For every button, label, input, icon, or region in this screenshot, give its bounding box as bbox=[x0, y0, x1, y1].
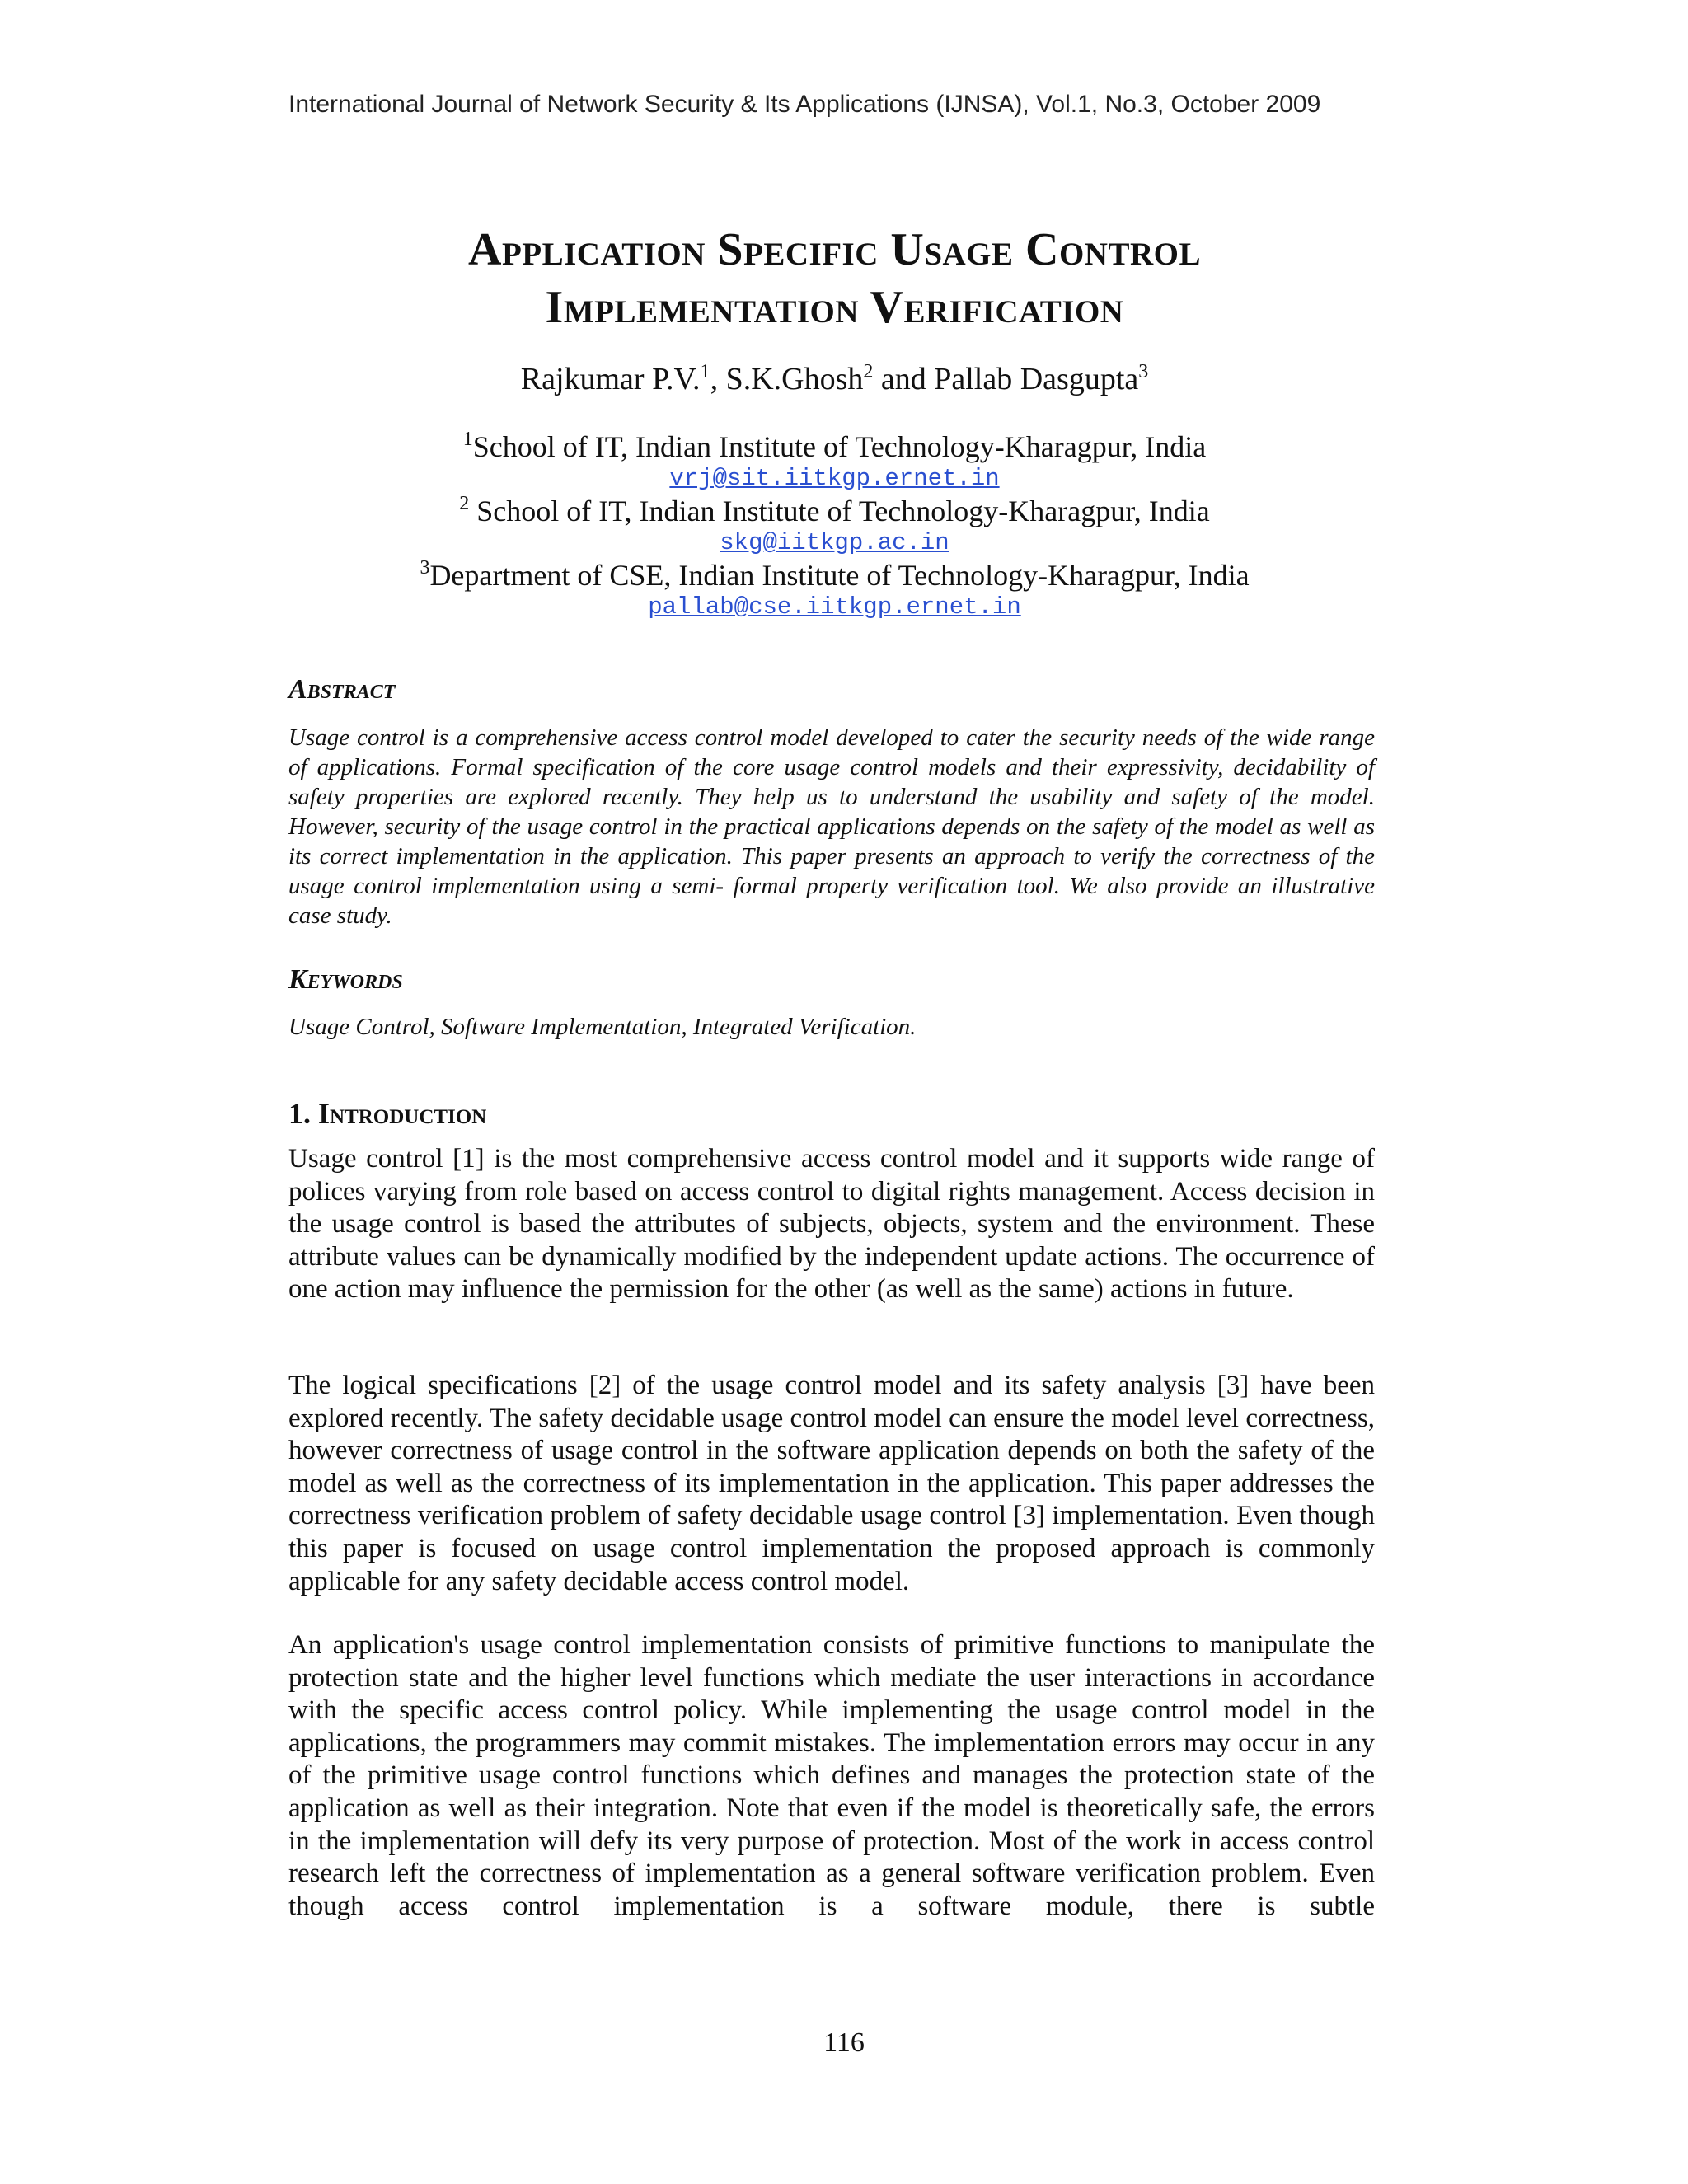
intro-paragraph-1: Usage control [1] is the most comprehensive access control model and it supports wide range of polices varying from role based on access control to digital rights management. Access decision in the usage control is based the attributes of subjects, objects, system and the environment. These attribute values can be dynamically modified by the independent update actions. The occurrence of one action may influence the permission for the other (as well as the same) actions in future. bbox=[288, 1144, 1375, 1305]
author-affiliation-mark: 1 bbox=[700, 361, 710, 382]
keywords-text: Usage Control, Software Implementation, Integrated Verification. bbox=[288, 1014, 917, 1040]
title-line-1: Application Specific Usage Control bbox=[468, 224, 1201, 275]
author-email-link[interactable]: skg@iitkgp.ac.in bbox=[720, 529, 950, 556]
author-separator: , bbox=[710, 362, 726, 396]
affiliation-mark: 1 bbox=[462, 429, 473, 450]
intro-paragraph-3: An application's usage control implementation consists of primitive functions to manipulate the protection state and the higher level functions which mediate the user interactions in accordance with the specific access control policy. While implementing the usage control model in the applications, the programmers may commit mistakes. The implementation errors may occur in any of the primitive usage control functions which defines and manages the protection state of the application as well as their integration. Note that even if the model is theoretically safe, the errors in the implementation will defy its very purpose of protection. Most of the work in access control research left the correctness of implementation as a general software verification problem. Even though access control implementation is a software module, there is subtle bbox=[288, 1630, 1375, 1921]
affiliation-line bbox=[247, 557, 1422, 593]
affiliation-text: School of IT, Indian Institute of Technology-Kharagpur, India bbox=[469, 494, 1210, 527]
section-number: 1. bbox=[288, 1097, 318, 1130]
author-name: Pallab Dasgupta bbox=[934, 362, 1139, 396]
affiliation-mark: 3 bbox=[420, 557, 430, 579]
page-number: 116 bbox=[823, 2027, 865, 2058]
paper-title bbox=[247, 221, 1422, 336]
affiliation-text: Department of CSE, Indian Institute of Technology-Kharagpur, India bbox=[429, 559, 1250, 592]
keywords-heading: Keywords bbox=[288, 964, 403, 995]
abstract-text: Usage control is a comprehensive access control model developed to cater the security needs of the wide range of applications. Formal specification of the core usage control models and their expressivity, decidability of safety properties are explored recently. They help us to understand the usability and safety of the model. However, security of the usage control in the practical applications depends on the safety of the model as well as its correct implementation in the application. This paper presents an approach to verify the correctness of the usage control implementation using a semi- formal property verification tool. We also provide an illustrative case study. bbox=[288, 724, 1375, 929]
title-line-2: Implementation Verification bbox=[545, 282, 1124, 333]
affiliation-mark: 2 bbox=[459, 493, 470, 514]
author-name: S.K.Ghosh bbox=[725, 362, 864, 396]
author-separator: and bbox=[873, 362, 935, 396]
abstract-heading: Abstract bbox=[288, 674, 396, 705]
introduction-heading bbox=[288, 1096, 486, 1131]
section-title: Introduction bbox=[318, 1097, 487, 1130]
affiliations bbox=[247, 429, 1422, 621]
affiliation-text: School of IT, Indian Institute of Technology-Kharagpur, India bbox=[472, 430, 1207, 463]
running-header: International Journal of Network Security & Its Applications (IJNSA), Vol.1, No.3, October 2009 bbox=[288, 91, 1321, 118]
author-email-link[interactable]: vrj@sit.iitkgp.ernet.in bbox=[669, 465, 1000, 492]
author-email-link[interactable]: pallab@cse.iitkgp.ernet.in bbox=[648, 593, 1021, 621]
author-affiliation-mark: 3 bbox=[1138, 361, 1149, 382]
author-list bbox=[247, 361, 1422, 397]
intro-paragraph-2: The logical specifications [2] of the usage control model and its safety analysis [3] have been explored recently. The safety decidable usage control model can ensure the model level correctness, however correctness of usage control in the software application depends on both the safety of the model as well as the correctness of its implementation in the application. This paper addresses the correctness verification problem of safety decidable usage control [3] implementation. Even though this paper is focused on usage control implementation the proposed approach is commonly applicable for any safety decidable access control model. bbox=[288, 1371, 1375, 1596]
author-affiliation-mark: 2 bbox=[863, 361, 874, 382]
affiliation-line bbox=[247, 493, 1422, 529]
affiliation-line bbox=[247, 429, 1422, 465]
author-name: Rajkumar P.V. bbox=[520, 362, 701, 396]
